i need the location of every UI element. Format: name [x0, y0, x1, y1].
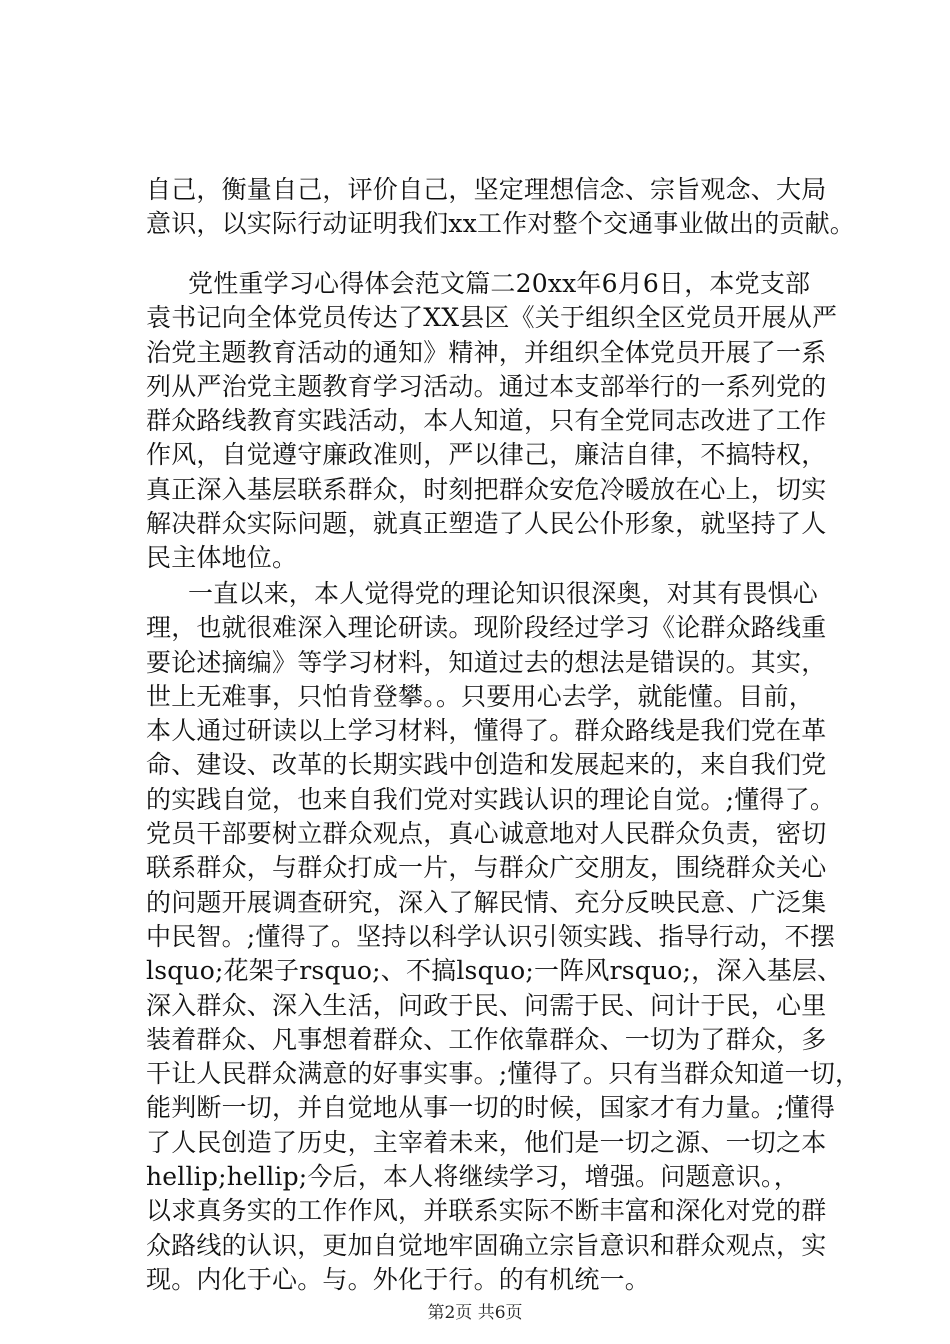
text-line: 党性重学习心得体会范文篇二20xx年6月6日，本党支部 — [188, 269, 811, 298]
text-line: lsquo;花架子rsquo;、不搞lsquo;一阵风rsquo;，深入基层、 — [146, 956, 843, 986]
text-line: 中民智。;懂得了。坚持以科学认识引领实践、指导行动，不摆 — [146, 921, 836, 951]
text-line: 意识，以实际行动证明我们xx工作对整个交通事业做出的贡献。 — [146, 209, 856, 239]
text-line: 自己，衡量自己，评价自己，坚定理想信念、宗旨观念、大局 — [146, 175, 827, 204]
text-line: 要论述摘编》等学习材料，知道过去的想法是错误的。其实， — [146, 647, 827, 677]
text-line: 本人通过研读以上学习材料，懂得了。群众路线是我们党在革 — [146, 716, 827, 746]
text-line: 能判断一切，并自觉地从事一切的时候，国家才有力量。;懂得 — [146, 1093, 836, 1123]
text-line: 联系群众，与群众打成一片，与群众广交朋友，围绕群众关心 — [146, 853, 827, 883]
paragraph-2 — [146, 267, 846, 576]
text-line: 一直以来，本人觉得党的理论知识很深奥，对其有畏惧心 — [188, 579, 819, 608]
text-line: 以求真务实的工作作风，并联系实际不断丰富和深化对党的群 — [146, 1196, 827, 1226]
text-line: 了人民创造了历史，主宰着未来，他们是一切之源、一切之本 — [146, 1127, 827, 1157]
text-line: 现。内化于心。与。外化于行。的有机统一。 — [146, 1264, 651, 1294]
text-line: 世上无难事，只怕肯登攀。。只要用心去学，就能懂。目前， — [146, 681, 814, 711]
text-line: 众路线的认识，更加自觉地牢固确立宗旨意识和群众观点，实 — [146, 1230, 827, 1260]
paragraph-1 — [146, 173, 856, 242]
text-line: 深入群众、深入生活，问政于民、问需于民、问计于民，心里 — [146, 990, 827, 1020]
text-line: 解决群众实际问题，就真正塑造了人民公仆形象，就坚持了人 — [146, 509, 827, 539]
text-line: 群众路线教育实践活动，本人知道，只有全党同志改进了工作 — [146, 406, 827, 436]
text-line: 的实践自觉，也来自我们党对实践认识的理论自觉。;懂得了。 — [146, 784, 836, 814]
text-line: 装着群众、凡事想着群众、工作依靠群众、一切为了群众，多 — [146, 1024, 827, 1054]
text-line: 命、建设、改革的长期实践中创造和发展起来的，来自我们党 — [146, 750, 827, 780]
text-line: hellip;hellip;今后，本人将继续学习，增强。问题意识。， — [146, 1162, 799, 1192]
text-line: 理，也就很难深入理论研读。现阶段经过学习《论群众路线重 — [146, 613, 827, 643]
text-line: 党员干部要树立群众观点，真心诚意地对人民群众负责，密切 — [146, 819, 827, 849]
page-number-footer: 第2页 共6页 — [427, 1303, 523, 1323]
text-line: 的问题开展调查研究，深入了解民情、充分反映民意、广泛集 — [146, 887, 827, 917]
paragraph-3 — [146, 577, 861, 1297]
text-line: 真正深入基层联系群众，时刻把群众安危冷暖放在心上，切实 — [146, 474, 827, 504]
text-line: 作风，自觉遵守廉政准则，严以律己，廉洁自律，不搞特权， — [146, 440, 827, 470]
text-line: 列从严治党主题教育学习活动。通过本支部举行的一系列党的 — [146, 371, 827, 401]
text-line: 民主体地位。 — [146, 543, 298, 573]
text-line: 干让人民群众满意的好事实事。;懂得了。只有当群众知道一切， — [146, 1059, 861, 1089]
text-line: 袁书记向全体党员传达了XX县区《关于组织全区党员开展从严 — [146, 303, 838, 333]
text-line: 治党主题教育活动的通知》精神，并组织全体党员开展了一系 — [146, 337, 827, 367]
